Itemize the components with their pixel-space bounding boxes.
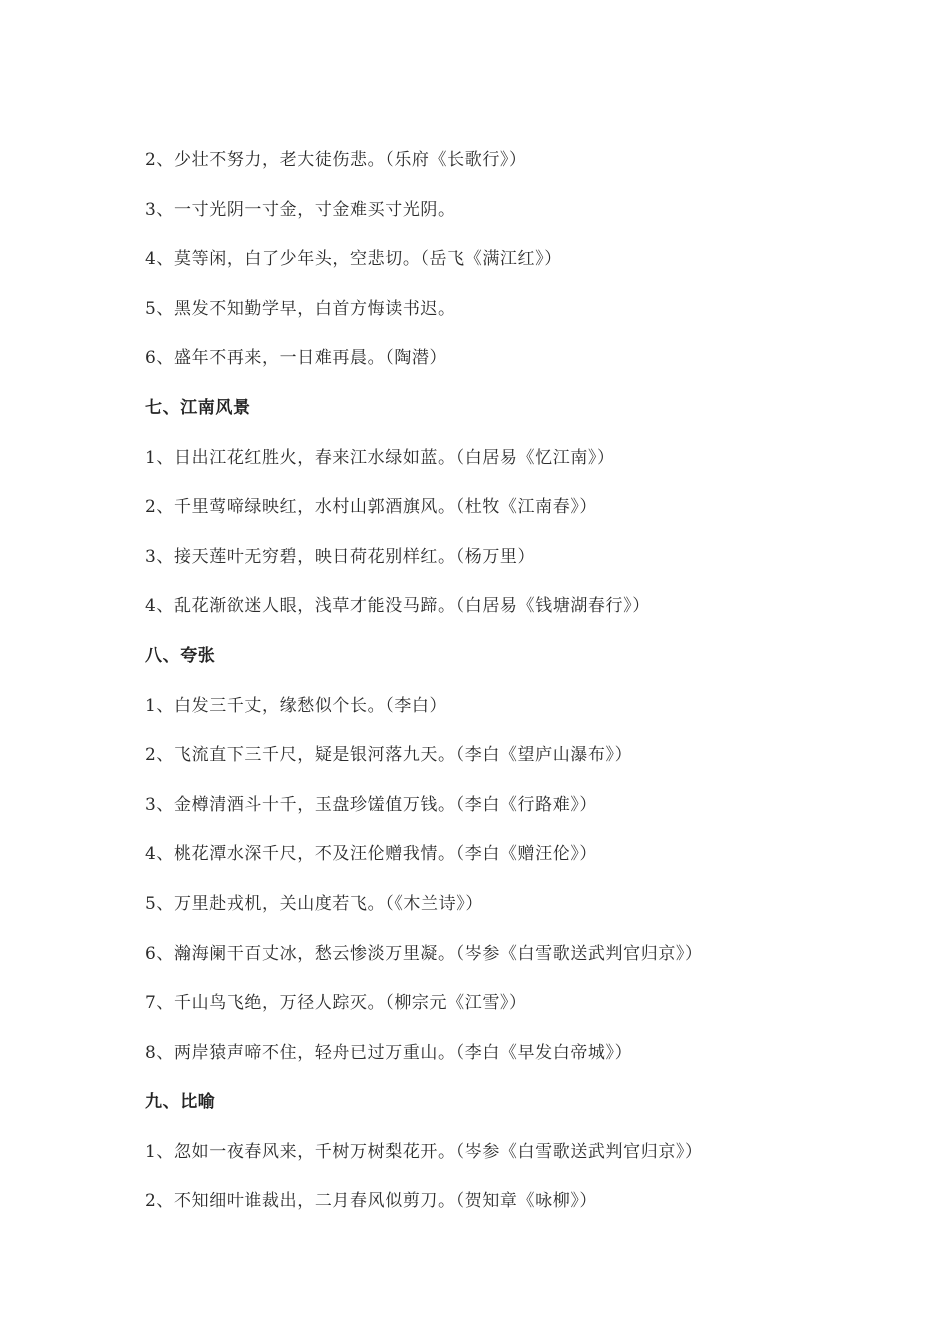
list-item: 8、两岸猿声啼不住，轻舟已过万重山。（李白《早发白帝城》） [145, 1042, 633, 1063]
list-item: 4、莫等闲，白了少年头，空悲切。（岳飞《满江红》） [145, 249, 562, 270]
list-item: 2、千里莺啼绿映红，水村山郭酒旗风。（杜牧《江南春》） [145, 497, 598, 518]
list-item: 1、日出江花红胜火，春来江水绿如蓝。（白居易《忆江南》） [145, 447, 615, 468]
list-item: 1、白发三千丈，缘愁似个长。（李白） [145, 695, 448, 716]
list-item: 3、金樽清酒斗十千，玉盘珍馐值万钱。（李白《行路难》） [145, 794, 598, 815]
document-body [145, 136, 905, 1227]
list-item: 5、黑发不知勤学早，白首方悔读书迟。 [145, 298, 456, 319]
section-heading: 八、夸张 [145, 645, 216, 666]
section-heading: 七、江南风景 [145, 397, 251, 418]
list-item: 2、飞流直下三千尺，疑是银河落九天。（李白《望庐山瀑布》） [145, 745, 633, 766]
list-item: 5、万里赴戎机，关山度若飞。（《木兰诗》） [145, 893, 483, 914]
list-item: 3、接天莲叶无穷碧，映日荷花别样红。（杨万里） [145, 546, 536, 567]
list-item: 6、瀚海阑干百丈冰，愁云惨淡万里凝。（岑参《白雪歌送武判官归京》） [145, 943, 703, 964]
list-item: 4、乱花渐欲迷人眼，浅草才能没马蹄。（白居易《钱塘湖春行》） [145, 596, 650, 617]
list-item: 2、少壮不努力，老大徒伤悲。（乐府《长歌行》） [145, 150, 527, 170]
list-item: 7、千山鸟飞绝，万径人踪灭。（柳宗元《江雪》） [145, 993, 527, 1014]
list-item: 2、不知细叶谁裁出，二月春风似剪刀。（贺知章《咏柳》） [145, 1191, 598, 1212]
list-item: 6、盛年不再来，一日难再晨。（陶潜） [145, 348, 448, 369]
list-item: 4、桃花潭水深千尺，不及汪伦赠我情。（李白《赠汪伦》） [145, 844, 598, 865]
list-item: 3、一寸光阴一寸金，寸金难买寸光阴。 [145, 199, 456, 220]
list-item: 1、忽如一夜春风来，千树万树梨花开。（岑参《白雪歌送武判官归京》） [145, 1141, 703, 1162]
section-heading: 九、比喻 [145, 1092, 216, 1113]
